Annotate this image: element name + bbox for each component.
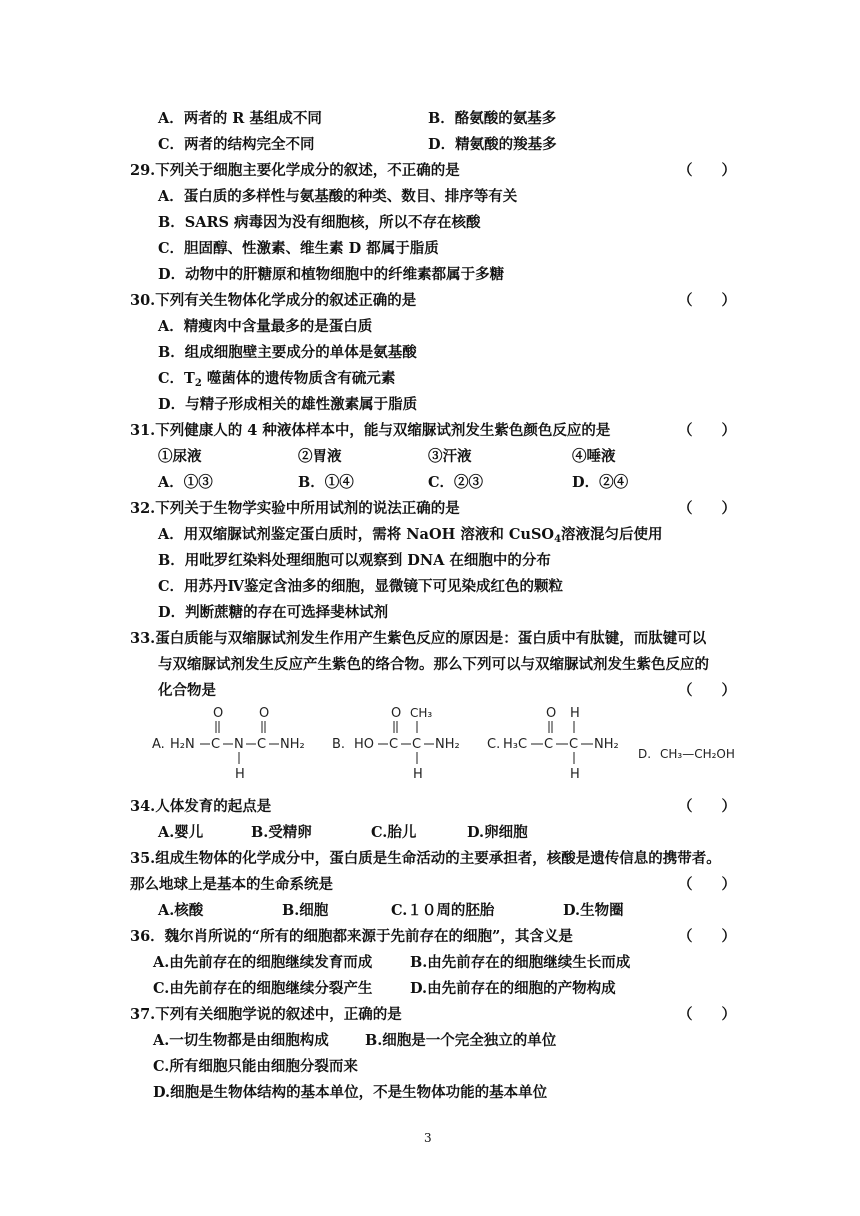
- q34-option-b: B.受精卵: [251, 824, 312, 841]
- q35-option-a: A.核酸: [158, 902, 204, 919]
- q31-option-d: D．②④: [572, 474, 629, 491]
- q34-option-d: D.卵细胞: [467, 824, 528, 841]
- q33-structure-b: [330, 700, 480, 790]
- q28-option-d: D．精氨酸的羧基多: [428, 136, 557, 153]
- q37-answer-blank: （ ）: [678, 1006, 736, 1023]
- q33-structure-d: [636, 700, 766, 790]
- q35-stem-line-1: 35.组成生物体的化学成分中，蛋白质是生命活动的主要承担者，核酸是遗传信息的携带者。: [130, 850, 721, 867]
- structure-c-carbon-1: C: [544, 737, 554, 752]
- structure-b-label: B.: [332, 737, 346, 752]
- q30-option-d: D．与精子形成相关的雄性激素属于脂质: [158, 396, 418, 413]
- q28-option-a: A．两者的 R 基组成不同: [158, 110, 322, 127]
- q32-stem: 32.下列关于生物学实验中所用试剂的说法正确的是: [130, 500, 460, 517]
- q31-sample-3: ③汗液: [428, 448, 472, 465]
- q34-option-a: A.婴儿: [158, 824, 204, 841]
- q35-stem-line-2: 那么地球上是基本的生命系统是: [130, 876, 333, 893]
- structure-d-label: D.: [638, 747, 652, 761]
- q34-stem: 34.人体发育的起点是: [130, 798, 272, 815]
- q36-answer-blank: （ ）: [678, 928, 736, 945]
- q32-option-b: B．用吡罗红染料处理细胞可以观察到 DNA 在细胞中的分布: [158, 552, 551, 569]
- q35-answer-blank: （ ）: [678, 876, 736, 893]
- structure-c-label: C.: [487, 737, 501, 752]
- structure-c-right-group: NH₂: [594, 737, 619, 752]
- q36-option-a: A.由先前存在的细胞继续发育而成: [153, 954, 373, 971]
- q32-answer-blank: （ ）: [678, 500, 736, 517]
- q37-option-c: C.所有细胞只能由细胞分裂而来: [153, 1058, 358, 1075]
- q30-option-c-post: 噬菌体的遗传物质含有硫元素: [201, 370, 396, 387]
- q29-option-d: D．动物中的肝糖原和植物细胞中的纤维素都属于多糖: [158, 266, 505, 283]
- q32-option-c: C．用苏丹Ⅳ鉴定含油多的细胞，显微镜下可见染成红色的颗粒: [158, 578, 563, 595]
- q28-option-c: C．两者的结构完全不同: [158, 136, 315, 153]
- q36-stem: 36．魏尔肖所说的“所有的细胞都来源于先前存在的细胞”，其含义是: [130, 928, 573, 945]
- q33-structure-a: [150, 700, 320, 790]
- ethanol-formula: [636, 700, 766, 790]
- q30-option-c-subscript: 2: [194, 378, 202, 389]
- q29-option-a: A．蛋白质的多样性与氨基酸的种类、数目、排序等有关: [158, 188, 518, 205]
- structure-a-oxygen-2: O: [259, 706, 270, 721]
- structure-c-oxygen: O: [546, 706, 557, 721]
- alanine-structure-diagram: [330, 700, 480, 790]
- q30-option-b: B．组成细胞壁主要成分的单体是氨基酸: [158, 344, 417, 361]
- q31-answer-blank: （ ）: [678, 422, 736, 439]
- q35-option-d: D.生物圈: [563, 902, 624, 919]
- q28-option-b: B．酪氨酸的氨基多: [428, 110, 557, 127]
- structure-a-nitrogen: N: [234, 737, 244, 752]
- q30-option-c-pre: C．T: [158, 370, 195, 387]
- structure-a-right-group: NH₂: [280, 737, 305, 752]
- q34-option-c: C.胎儿: [371, 824, 417, 841]
- structure-c-hydrogen-top: H: [570, 706, 580, 721]
- q31-option-c: C．②③: [428, 474, 484, 491]
- structure-b-methyl: CH₃: [410, 706, 433, 720]
- structure-b-left-group: HO: [354, 737, 375, 752]
- q36-option-b: B.由先前存在的细胞继续生长而成: [410, 954, 631, 971]
- q37-option-a: A.一切生物都是由细胞构成: [153, 1032, 329, 1049]
- q29-option-c: C．胆固醇、性激素、维生素 D 都属于脂质: [158, 240, 439, 257]
- q31-sample-1: ①尿液: [158, 448, 202, 465]
- q36-option-d: D.由先前存在的细胞的产物构成: [410, 980, 616, 997]
- q33-answer-blank: （ ）: [678, 682, 736, 699]
- q31-sample-4: ④唾液: [572, 448, 616, 465]
- biuret-structure-diagram: [150, 700, 320, 790]
- structure-a-hydrogen: H: [235, 767, 245, 782]
- q31-stem: 31.下列健康人的 4 种液体样本中，能与双缩脲试剂发生紫色颜色反应的是: [130, 422, 611, 439]
- structure-b-right-group: NH₂: [435, 737, 460, 752]
- q29-answer-blank: （ ）: [678, 162, 736, 179]
- q32-option-a-subscript: 4: [554, 534, 562, 545]
- q29-option-b: B．SARS 病毒因为没有细胞核，所以不存在核酸: [158, 214, 481, 231]
- structure-a-oxygen-1: O: [213, 706, 224, 721]
- q32-option-d: D．判断蔗糖的存在可选择斐林试剂: [158, 604, 389, 621]
- q33-stem-line-3: 化合物是: [158, 682, 216, 699]
- q31-sample-2: ②胃液: [298, 448, 342, 465]
- structure-c-carbon-2: C: [569, 737, 579, 752]
- q33-structure-c: [485, 700, 630, 790]
- structure-b-oxygen: O: [391, 706, 402, 721]
- q35-option-b: B.细胞: [282, 902, 329, 919]
- aminoacetone-structure-diagram: [485, 700, 630, 790]
- q32-option-a: [158, 526, 663, 549]
- structure-a-carbon-1: C: [211, 737, 221, 752]
- q33-stem-line-1: 33.蛋白质能与双缩脲试剂发生作用产生紫色反应的原因是：蛋白质中有肽键，而肽键可以: [130, 630, 707, 647]
- q37-option-d: D.细胞是生物体结构的基本单位，不是生物体功能的基本单位: [153, 1084, 548, 1101]
- structure-a-left-group: H₂N: [170, 737, 195, 752]
- structure-c-left-group: H₃C: [503, 737, 528, 752]
- q33-stem-line-2: 与双缩脲试剂发生反应产生紫色的络合物。那么下列可以与双缩脲试剂发生紫色反应的: [158, 656, 709, 673]
- q31-option-a: A．①③: [158, 474, 213, 491]
- structure-b-hydrogen: H: [413, 767, 423, 782]
- q30-stem: 30.下列有关生物体化学成分的叙述正确的是: [130, 292, 417, 309]
- q32-option-a-pre: A．用双缩脲试剂鉴定蛋白质时，需将 NaOH 溶液和 CuSO: [158, 526, 555, 543]
- q30-option-c: [158, 370, 395, 393]
- structure-b-carbon-2: C: [412, 737, 422, 752]
- q32-option-a-post: 溶液混匀后使用: [561, 526, 663, 543]
- structure-d-formula: CH₃—CH₂OH: [660, 747, 735, 761]
- page-number: 3: [424, 1131, 432, 1145]
- q37-stem: 37.下列有关细胞学说的叙述中，正确的是: [130, 1006, 402, 1023]
- q29-stem: 29.下列关于细胞主要化学成分的叙述，不正确的是: [130, 162, 460, 179]
- q36-option-c: C.由先前存在的细胞继续分裂产生: [153, 980, 373, 997]
- q31-option-b: B．①④: [298, 474, 354, 491]
- structure-a-carbon-2: C: [257, 737, 267, 752]
- q34-answer-blank: （ ）: [678, 798, 736, 815]
- q30-option-a: A．精瘦肉中含量最多的是蛋白质: [158, 318, 373, 335]
- structure-a-label: A.: [152, 737, 165, 752]
- q35-option-c: C.１０周的胚胎: [391, 902, 495, 919]
- q30-answer-blank: （ ）: [678, 292, 736, 309]
- structure-b-carbon-1: C: [389, 737, 399, 752]
- structure-c-hydrogen-bottom: H: [570, 767, 580, 782]
- q37-option-b: B.细胞是一个完全独立的单位: [365, 1032, 557, 1049]
